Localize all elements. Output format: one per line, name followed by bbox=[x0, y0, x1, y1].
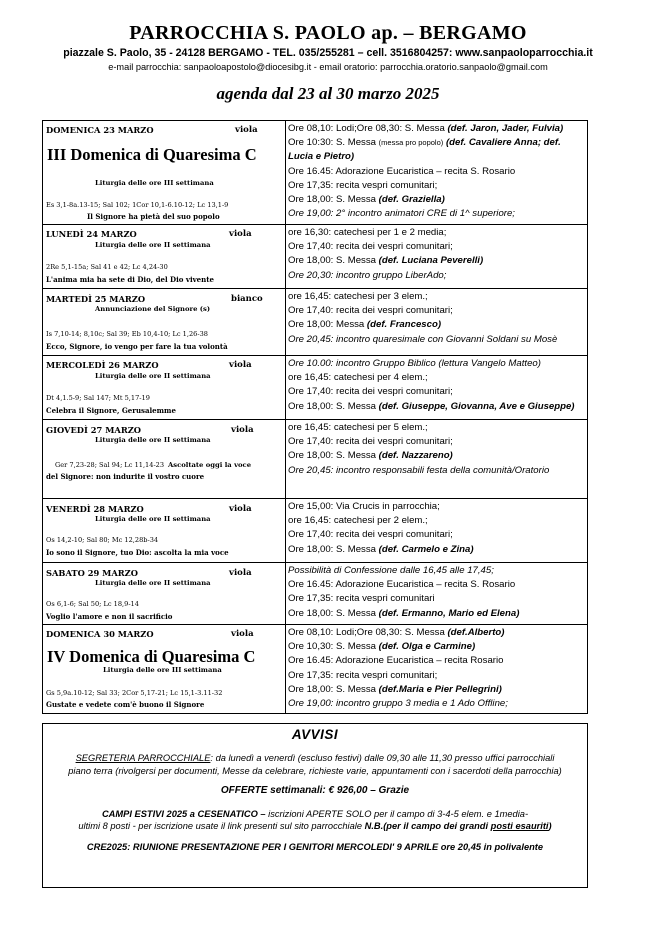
day-info-cell bbox=[43, 356, 286, 420]
liturgical-color: viola bbox=[231, 629, 254, 639]
day-name: MERCOLEDÌ 26 MARZO bbox=[46, 360, 159, 370]
event-line bbox=[288, 435, 585, 449]
event-text: Ore 18,00: Messa bbox=[288, 319, 367, 331]
table-row bbox=[43, 499, 588, 563]
events-list bbox=[286, 563, 587, 621]
offerings-notice: OFFERTE settimanali: € 926,00 – Grazie bbox=[220, 785, 410, 796]
event-line bbox=[288, 357, 585, 371]
events-cell bbox=[286, 625, 588, 714]
liturgical-color: viola bbox=[235, 125, 258, 135]
event-line bbox=[288, 269, 585, 283]
liturgical-color: viola bbox=[229, 360, 252, 370]
event-text: Ore 20,30: incontro gruppo LiberAdo; bbox=[288, 269, 447, 281]
day-info-cell bbox=[43, 625, 286, 714]
event-text: Ore 18,00: S. Messa bbox=[288, 607, 379, 619]
event-text: Ore 10:30: S. Messa bbox=[288, 137, 379, 149]
notices-title: AVVISI bbox=[291, 727, 339, 742]
liturgy-week: Liturgia delle ore III settimana bbox=[95, 179, 214, 187]
event-line bbox=[288, 514, 585, 528]
events-cell bbox=[286, 121, 588, 225]
summer-camps-close: ) bbox=[548, 821, 552, 831]
readings: Os 6,1-6; Sal 50; Lc 18,9-14 bbox=[46, 600, 139, 608]
event-line bbox=[288, 385, 585, 399]
events-list bbox=[286, 225, 587, 283]
event-note: (messa pro popolo) bbox=[378, 138, 444, 148]
event-line bbox=[288, 626, 585, 640]
day-info-cell bbox=[43, 121, 286, 225]
event-line bbox=[288, 193, 585, 207]
events-cell bbox=[286, 225, 588, 289]
day-name: DOMENICA 23 MARZO bbox=[46, 125, 154, 135]
mass-intention: (def. Giuseppe, Giovanna, Ave e Giuseppe) bbox=[378, 400, 575, 412]
day-name: DOMENICA 30 MARZO bbox=[46, 629, 154, 639]
event-text: ore 16,45: catechesi per 2 elem.; bbox=[288, 515, 428, 527]
mass-intention: (def. Carmelo e Zina) bbox=[378, 543, 474, 555]
event-line bbox=[288, 254, 585, 268]
readings: Es 3,1-8a.13-15; Sal 102; 1Cor 10,1-6.10-12; Lc 13,1-9 bbox=[46, 201, 229, 209]
summer-camps-notice bbox=[43, 808, 587, 833]
event-text: Ore 19,00: 2° incontro animatori CRE di 1^ superiore; bbox=[288, 208, 515, 220]
notices-box bbox=[42, 723, 588, 888]
event-line bbox=[288, 543, 585, 557]
psalm-response: Celebra il Signore, Gerusalemme bbox=[46, 406, 176, 415]
day-info-cell bbox=[43, 499, 286, 563]
psalm-response: Ecco, Signore, io vengo per fare la tua volontà bbox=[46, 342, 228, 351]
event-line bbox=[288, 333, 585, 347]
event-text: Ore 17,35: recita vespri comunitari; bbox=[288, 179, 438, 191]
sunday-title: IV Domenica di Quaresima C bbox=[47, 647, 256, 666]
liturgical-color: viola bbox=[231, 425, 254, 435]
event-line bbox=[288, 304, 585, 318]
events-list bbox=[286, 420, 587, 478]
office-label: SEGRETERIA PARROCCHIALE bbox=[75, 753, 211, 763]
day-name: VENERDÌ 28 MARZO bbox=[46, 504, 144, 514]
readings: Is 7,10-14; 8,10c; Sal 39; Eb 10,4-10; Lc 1,26-38 bbox=[46, 330, 208, 338]
psalm-response: L'anima mia ha sete di Dio, del Dio vivente bbox=[46, 275, 214, 284]
event-line bbox=[288, 136, 585, 164]
table-row bbox=[43, 563, 588, 625]
table-row bbox=[43, 625, 588, 714]
agenda-table bbox=[42, 120, 588, 714]
event-line bbox=[288, 290, 585, 304]
mass-intention: (def. Jaron, Jader, Fulvia) bbox=[447, 123, 564, 134]
event-line bbox=[288, 528, 585, 542]
event-line bbox=[288, 697, 585, 711]
psalm-response: Voglio l'amore e non il sacrificio bbox=[46, 612, 173, 621]
event-text: ore 16,45: catechesi per 4 elem.; bbox=[288, 372, 428, 384]
mass-intention: (def. Luciana Peverelli) bbox=[378, 255, 484, 267]
event-text: Ore 18,00: S. Messa bbox=[288, 543, 379, 555]
summer-camps-text: iscrizioni APERTE SOLO per il campo di 3-4-5 elem. e 1media- bbox=[265, 808, 529, 819]
readings: 2Re 5,1-15a; Sal 41 e 42; Lc 4,24-30 bbox=[46, 263, 168, 271]
day-info-cell bbox=[43, 289, 286, 356]
liturgy-week: Liturgia delle ore II settimana bbox=[95, 579, 211, 587]
parish-address: piazzale S. Paolo, 35 - 24128 BERGAMO - TEL. 035/255281 – cell. 3516804257: www.sanpaoloparrocchia.it bbox=[63, 47, 593, 59]
office-hours-details: piano terra (rivolgersi per documenti, Messe da celebrare, richieste varie, appuntamenti con i sacerdoti della parrocchia) bbox=[68, 765, 562, 776]
liturgical-color: viola bbox=[229, 568, 252, 578]
parish-header bbox=[0, 22, 656, 104]
event-line bbox=[288, 607, 585, 621]
summer-camps-heading: CAMPI ESTIVI 2025 a CESENATICO – bbox=[101, 808, 266, 819]
summer-camps-line2: ultimi 8 posti - per iscrizione usate il link presenti sul sito parrocchiale bbox=[78, 821, 365, 831]
event-text: Ore 10.00: incontro Gruppo Biblico (lettura Vangelo Matteo) bbox=[288, 358, 541, 369]
liturgy-week: Liturgia delle ore II settimana bbox=[95, 372, 211, 380]
event-text: ore 16,30: catechesi per 1 e 2 media; bbox=[288, 227, 447, 238]
event-text: Ore 15,00: Via Crucis in parrocchia; bbox=[288, 501, 440, 512]
mass-intention: (def. Cavaliere Anna; def. Lucia e Pietro) bbox=[288, 137, 561, 163]
parish-title: PARROCCHIA S. PAOLO ap. – BERGAMO bbox=[129, 22, 527, 44]
event-line bbox=[288, 500, 585, 514]
mass-intention: (def.Maria e Pier Pellegrini) bbox=[378, 683, 502, 695]
day-info-cell bbox=[43, 225, 286, 289]
table-row bbox=[43, 225, 588, 289]
liturgy-week: Liturgia delle ore III settimana bbox=[103, 666, 222, 674]
psalm-response: Il Signore ha pietà del suo popolo bbox=[87, 212, 220, 221]
table-row bbox=[43, 420, 588, 499]
events-list bbox=[286, 356, 587, 414]
event-line bbox=[288, 371, 585, 385]
liturgy-week: Annunciazione del Signore (s) bbox=[95, 305, 211, 313]
event-line bbox=[288, 122, 585, 136]
day-name: GIOVEDÌ 27 MARZO bbox=[46, 425, 142, 435]
psalm-response: Gustate e vedete com'è buono il Signore bbox=[46, 700, 205, 709]
day-info-cell bbox=[43, 420, 286, 499]
event-text: Ore 17,35: recita vespri comunitari; bbox=[288, 669, 438, 681]
event-text: Ore 20,45: incontro responsabili festa della comunità/Oratorio bbox=[288, 464, 550, 476]
table-row bbox=[43, 356, 588, 420]
office-hours-notice bbox=[43, 752, 587, 777]
events-list bbox=[286, 499, 587, 557]
event-line bbox=[288, 578, 585, 592]
mass-intention: (def. Graziella) bbox=[378, 194, 445, 206]
event-text: Ore 18,00: S. Messa bbox=[288, 255, 379, 267]
event-line bbox=[288, 421, 585, 435]
event-text: ore 16,45: catechesi per 3 elem.; bbox=[288, 291, 428, 302]
table-row bbox=[43, 289, 588, 356]
mass-intention: (def. Francesco) bbox=[366, 319, 442, 331]
readings: Ger 7,23-28; Sal 94; Lc 11,14-23 bbox=[55, 461, 165, 469]
event-line bbox=[288, 400, 585, 414]
event-text: Ore 18,00: S. Messa bbox=[288, 683, 379, 695]
liturgical-color: viola bbox=[229, 504, 252, 514]
event-line bbox=[288, 654, 585, 668]
event-text: Ore 18,00: S. Messa bbox=[288, 450, 379, 462]
day-info-cell bbox=[43, 563, 286, 625]
psalm-response: Ascoltate oggi la voce bbox=[168, 461, 252, 469]
day-name: MARTEDÌ 25 MARZO bbox=[46, 294, 146, 304]
psalm-response: Io sono il Signore, tuo Dio: ascolta la mia voce bbox=[46, 548, 229, 557]
event-line bbox=[288, 564, 585, 578]
event-text: Ore 08,10: Lodi;Ore 08,30: S. Messa bbox=[288, 123, 448, 134]
event-line bbox=[288, 179, 585, 193]
events-cell bbox=[286, 499, 588, 563]
event-line bbox=[288, 449, 585, 463]
event-text: ore 16,45: catechesi per 5 elem.; bbox=[288, 422, 428, 433]
readings: Os 14,2-10; Sal 80; Mc 12,28b-34 bbox=[46, 536, 159, 544]
event-line bbox=[288, 592, 585, 606]
liturgy-week: Liturgia delle ore II settimana bbox=[95, 241, 211, 249]
event-text: Ore 20,45: incontro quaresimale con Giovanni Soldani su Mosè bbox=[288, 333, 558, 345]
event-line bbox=[288, 464, 585, 478]
mass-intention: (def. Olga e Carmine) bbox=[378, 641, 476, 653]
event-text: Ore 16.45: Adorazione Eucaristica – recita S. Rosario bbox=[288, 165, 516, 177]
event-text: Ore 16.45: Adorazione Eucaristica – recita Rosario bbox=[288, 655, 504, 667]
event-text: Ore 17,35: recita vespri comunitari bbox=[288, 593, 435, 605]
events-list bbox=[286, 121, 587, 221]
readings: Gs 5,9a.10-12; Sal 33; 2Cor 5,17-21; Lc 15,1-3.11-32 bbox=[46, 689, 223, 697]
summer-camps-soldout: posti esauriti bbox=[490, 821, 549, 831]
event-line bbox=[288, 683, 585, 697]
events-cell bbox=[286, 420, 588, 499]
liturgical-color: viola bbox=[229, 229, 252, 239]
liturgy-week: Liturgia delle ore II settimana bbox=[95, 436, 211, 444]
table-row bbox=[43, 121, 588, 225]
liturgical-color: bianco bbox=[231, 294, 263, 304]
events-cell bbox=[286, 356, 588, 420]
agenda-title: agenda dal 23 al 30 marzo 2025 bbox=[216, 84, 440, 103]
mass-intention: (def. Ermanno, Mario ed Elena) bbox=[378, 607, 520, 619]
event-line bbox=[288, 669, 585, 683]
event-line bbox=[288, 240, 585, 254]
event-text: Ore 08,10: Lodi;Ore 08,30: S. Messa bbox=[288, 627, 448, 638]
office-hours-text: : da lunedì a venerdì (escluso festivi) dalle 09,30 alle 11,30 presso uffici parrocchiali bbox=[210, 753, 555, 763]
event-text: Ore 17,40: recita dei vespri comunitari; bbox=[288, 436, 453, 448]
events-cell bbox=[286, 289, 588, 356]
summer-camps-nb: N.B.(per il campo dei grandi bbox=[364, 821, 491, 831]
event-text: Possibilità di Confessione dalle 16,45 alle 17,45; bbox=[288, 565, 494, 576]
day-name: SABATO 29 MARZO bbox=[46, 568, 138, 578]
parish-emails: e-mail parrocchia: sanpaoloapostolo@diocesibg.it - email oratorio: parrocchia.oratorio.sanpaolo@gmail.com bbox=[108, 62, 548, 72]
event-line bbox=[288, 226, 585, 240]
event-text: Ore 17,40: recita dei vespri comunitari; bbox=[288, 305, 453, 317]
event-text: Ore 18,00: S. Messa bbox=[288, 194, 379, 206]
psalm-response-continued: del Signore: non indurite il vostro cuore bbox=[46, 472, 205, 481]
event-line bbox=[288, 165, 585, 179]
event-line bbox=[288, 318, 585, 332]
event-text: Ore 17,40: recita dei vespri comunitari; bbox=[288, 241, 453, 253]
event-text: Ore 17,40: recita dei vespri comunitari; bbox=[288, 529, 453, 541]
mass-intention: (def.Alberto) bbox=[447, 627, 505, 638]
event-text: Ore 17,40: recita dei vespri comunitari; bbox=[288, 386, 453, 398]
event-line bbox=[288, 207, 585, 221]
event-text: Ore 18,00: S. Messa bbox=[288, 400, 379, 412]
events-list bbox=[286, 625, 587, 711]
cre-meeting-notice: CRE2025: RIUNIONE PRESENTAZIONE PER I GENITORI MERCOLEDI' 9 APRILE ore 20,45 in polivalente bbox=[86, 841, 544, 852]
liturgy-week: Liturgia delle ore II settimana bbox=[95, 515, 211, 523]
event-line bbox=[288, 640, 585, 654]
day-name: LUNEDÌ 24 MARZO bbox=[46, 229, 137, 239]
events-list bbox=[286, 289, 587, 347]
events-cell bbox=[286, 563, 588, 625]
event-text: Ore 19,00: incontro gruppo 3 media e 1 Ado Offline; bbox=[288, 698, 508, 710]
event-text: Ore 10,30: S. Messa bbox=[288, 641, 379, 653]
sunday-title: III Domenica di Quaresima C bbox=[47, 145, 257, 164]
readings: Dt 4,1.5-9; Sal 147; Mt 5,17-19 bbox=[46, 394, 150, 402]
mass-intention: (def. Nazzareno) bbox=[378, 450, 453, 462]
event-text: Ore 16.45: Adorazione Eucaristica – recita S. Rosario bbox=[288, 579, 516, 591]
